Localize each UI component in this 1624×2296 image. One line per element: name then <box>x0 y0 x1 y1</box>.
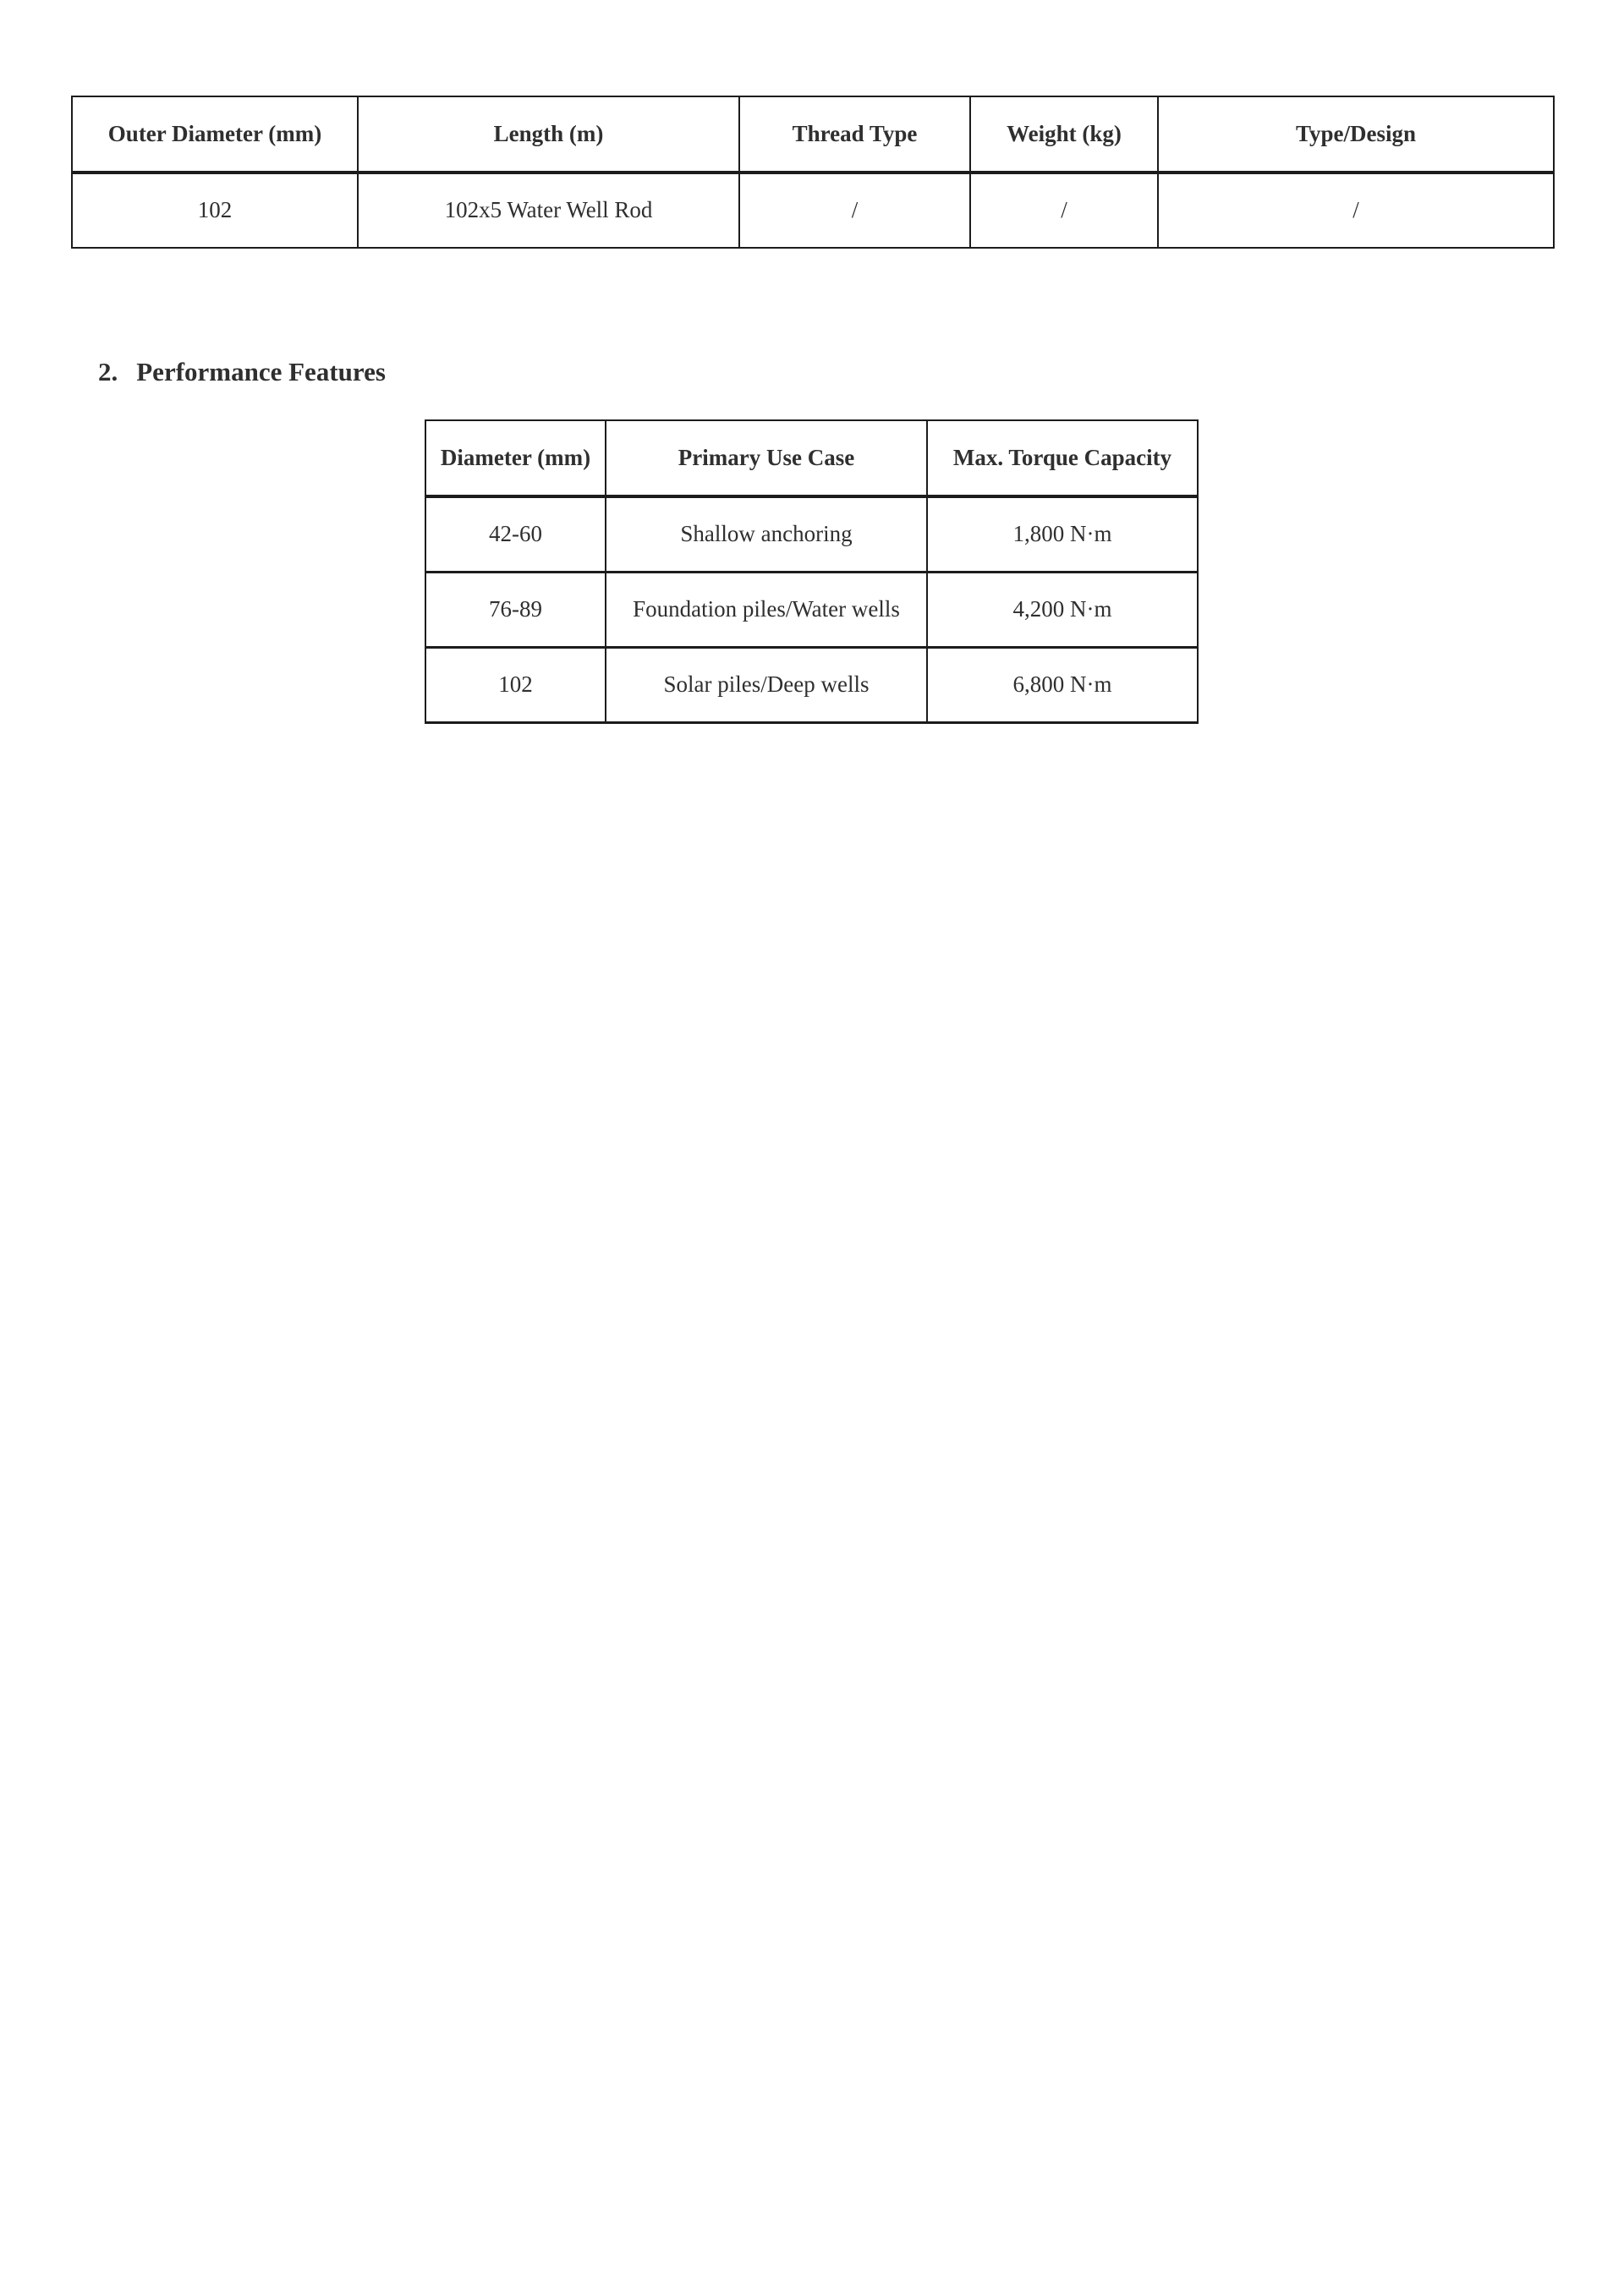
spec-table-header-length: Length (m) <box>358 96 739 173</box>
spec-table-header-row <box>72 96 1554 173</box>
performance-table-header-row <box>425 420 1198 496</box>
performance-table-row <box>425 573 1198 648</box>
performance-table-header-use-case: Primary Use Case <box>606 420 927 496</box>
spec-table-header-weight: Weight (kg) <box>970 96 1158 173</box>
spec-table <box>71 96 1555 249</box>
spec-table-cell-length: 102x5 Water Well Rod <box>358 173 739 248</box>
performance-cell-torque: 4,200 N·m <box>927 573 1198 648</box>
spec-table-cell-outer-diameter: 102 <box>72 173 358 248</box>
performance-cell-use-case: Solar piles/Deep wells <box>606 648 927 723</box>
performance-cell-use-case: Foundation piles/Water wells <box>606 573 927 648</box>
spec-table-header-thread-type: Thread Type <box>739 96 970 173</box>
performance-cell-diameter: 42-60 <box>425 496 606 573</box>
spec-table-cell-thread-type: / <box>739 173 970 248</box>
performance-cell-torque: 6,800 N·m <box>927 648 1198 723</box>
performance-cell-use-case: Shallow anchoring <box>606 496 927 573</box>
spec-table-row <box>72 173 1554 248</box>
section-title: Performance Features <box>136 357 386 386</box>
section-heading <box>98 357 386 387</box>
spec-table-header-type-design: Type/Design <box>1158 96 1554 173</box>
spec-table-cell-weight: / <box>970 173 1158 248</box>
section-number: 2. <box>98 357 118 386</box>
spec-table-header-outer-diameter: Outer Diameter (mm) <box>72 96 358 173</box>
spec-table-cell-type-design: / <box>1158 173 1554 248</box>
performance-table-row <box>425 648 1198 723</box>
performance-table <box>425 419 1199 724</box>
performance-table-row <box>425 496 1198 573</box>
performance-cell-diameter: 102 <box>425 648 606 723</box>
performance-cell-torque: 1,800 N·m <box>927 496 1198 573</box>
performance-table-header-torque: Max. Torque Capacity <box>927 420 1198 496</box>
performance-table-header-diameter: Diameter (mm) <box>425 420 606 496</box>
performance-cell-diameter: 76-89 <box>425 573 606 648</box>
